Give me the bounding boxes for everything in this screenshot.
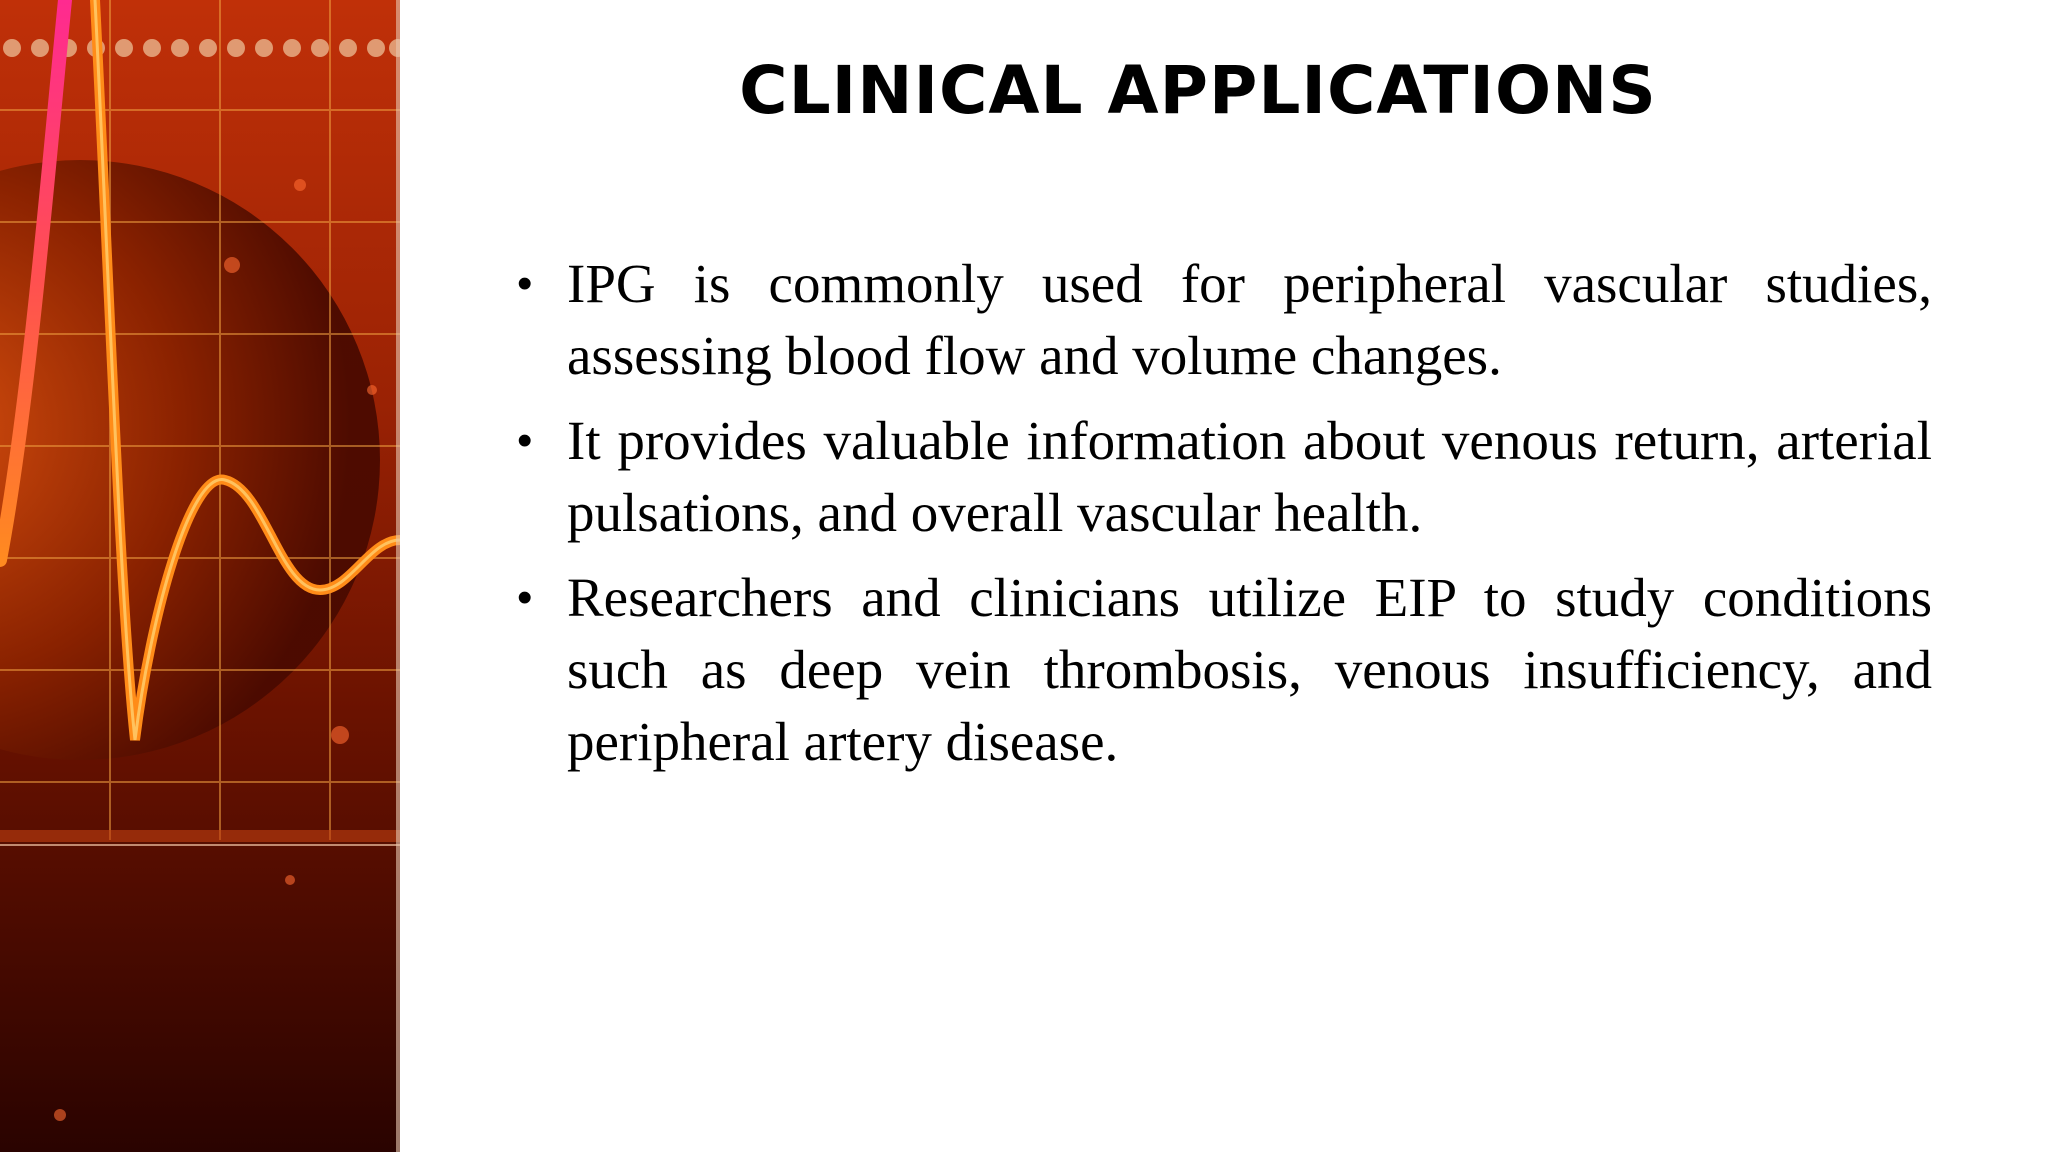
bullet-item (517, 405, 1932, 549)
heartbeat-wave-icon (0, 0, 400, 1152)
bullet-item (517, 562, 1932, 778)
decorative-side-panel (0, 0, 400, 1152)
bullet-icon: • (517, 573, 533, 622)
bullet-text: IPG is commonly used for peripheral vascular studies, assessing blood flow and volume changes. (567, 253, 1932, 386)
bullet-icon: • (517, 416, 533, 465)
bullet-item (517, 248, 1932, 392)
bullet-text: It provides valuable information about venous return, arterial pulsations, and overall vascular health. (567, 410, 1932, 543)
bullet-text: Researchers and clinicians utilize EIP to study conditions such as deep vein thrombosis, venous insufficiency, and peripheral artery disease. (567, 567, 1932, 772)
slide-title: CLINICAL APPLICATIONS (739, 52, 1657, 129)
bullet-icon: • (517, 259, 533, 308)
bullet-list (517, 248, 1932, 791)
slide-content (400, 0, 2048, 1152)
